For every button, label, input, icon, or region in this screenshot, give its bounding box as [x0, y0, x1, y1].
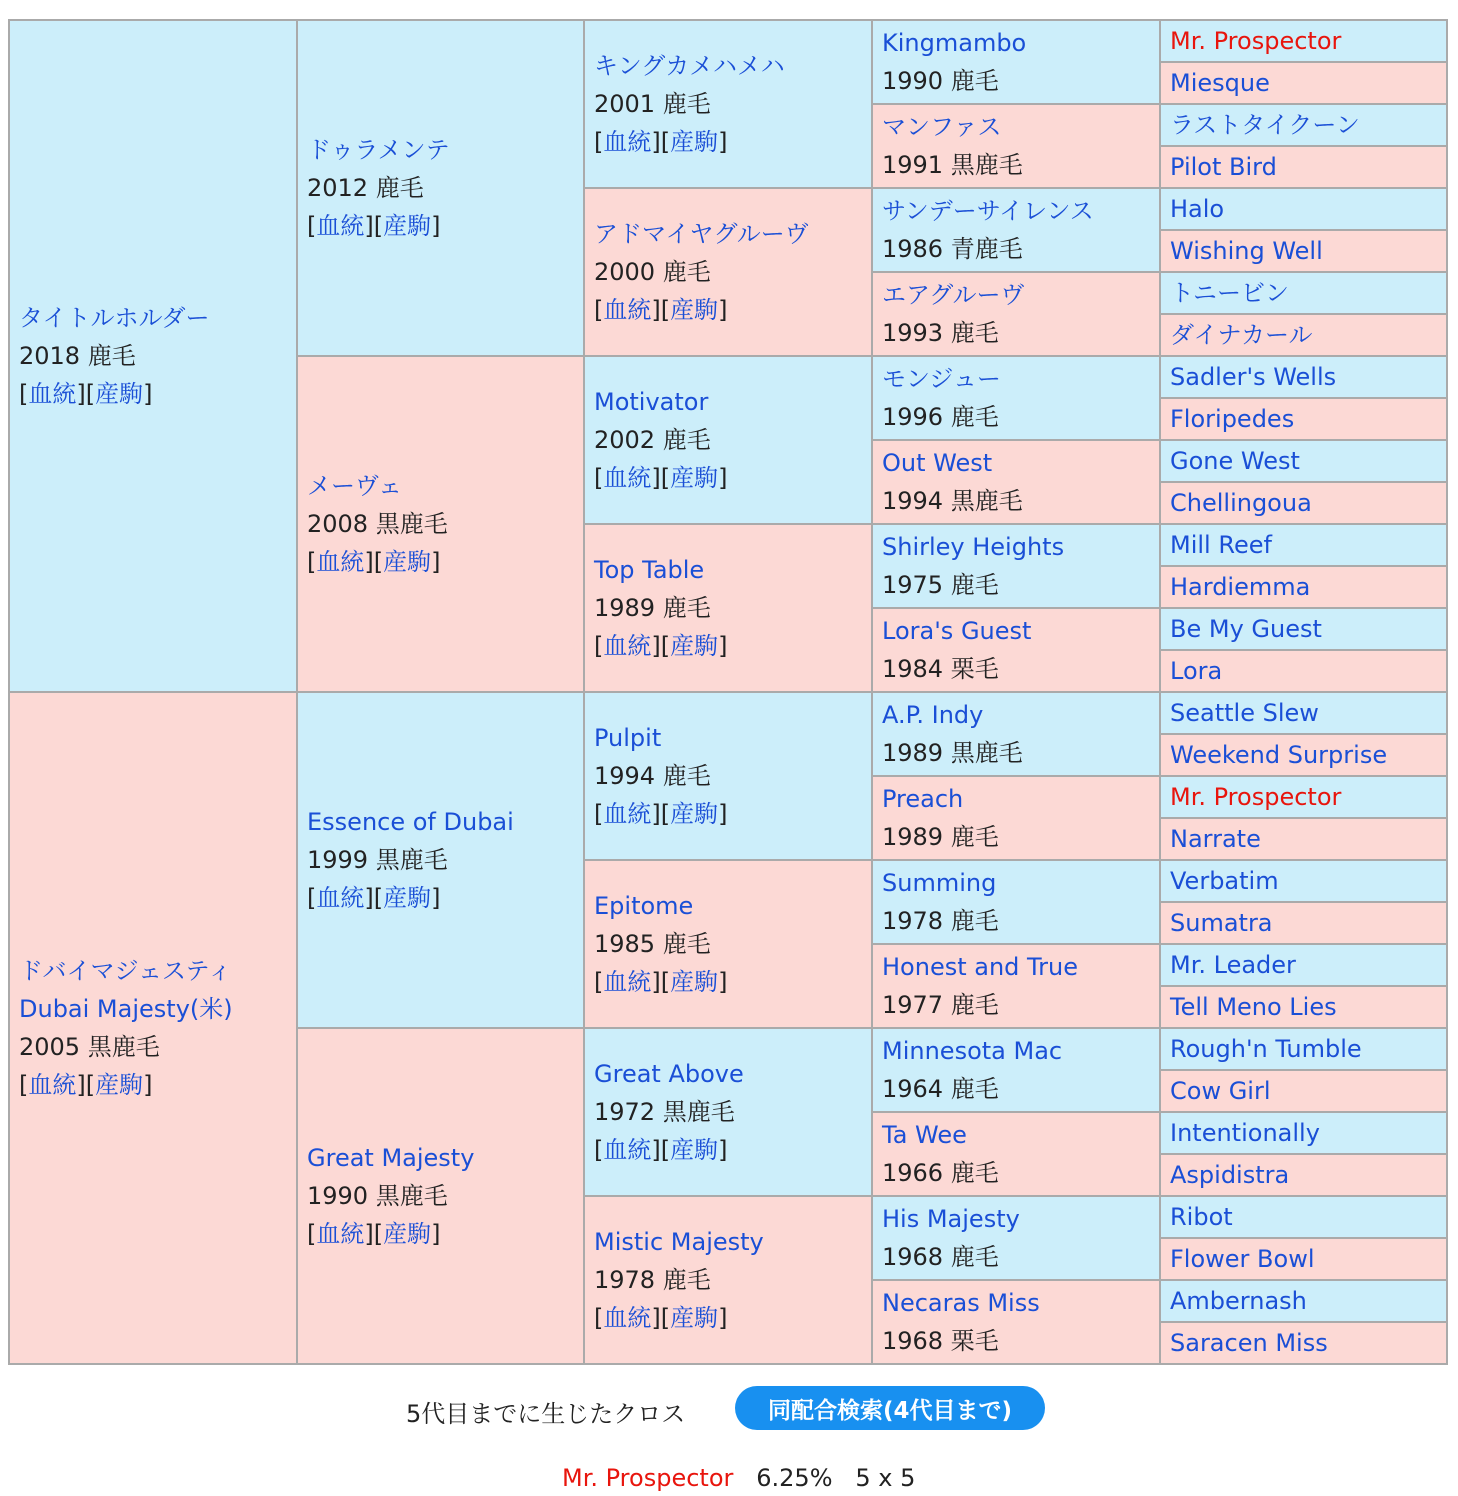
horse-name-link[interactable]: Lora — [1170, 657, 1223, 685]
gen5-ancestor-cell — [1160, 860, 1447, 902]
cross-horse-link[interactable]: Mr. Prospector — [562, 1464, 734, 1492]
horse-name-link[interactable]: A.P. Indy — [882, 701, 984, 729]
horse-name-link[interactable]: Cow Girl — [1170, 1077, 1271, 1105]
gen5-ancestor-cell — [1160, 944, 1447, 986]
horse-birth-coat: 1989 鹿毛 — [882, 823, 999, 851]
horse-name-link[interactable]: Verbatim — [1170, 867, 1279, 895]
horse-name-link[interactable]: Kingmambo — [882, 29, 1027, 57]
offspring-link[interactable]: 産駒 — [670, 128, 719, 156]
horse-name-line — [882, 1200, 1159, 1238]
horse-name-link[interactable]: Shirley Heights — [882, 533, 1065, 561]
gen5-ancestor-cell — [1160, 1154, 1447, 1196]
offspring-link[interactable]: 産駒 — [670, 968, 719, 996]
pedigree-link[interactable]: 血統 — [603, 1136, 652, 1164]
horse-name-line — [594, 1223, 871, 1261]
pedigree-links: [血統][産駒] — [307, 1220, 441, 1248]
horse-name-line — [882, 1284, 1159, 1322]
offspring-link[interactable]: 産駒 — [95, 380, 144, 408]
pedigree-links: [血統][産駒] — [594, 632, 728, 660]
horse-name-line — [882, 108, 1159, 146]
cross-heading: 5代目までに生じたクロス — [406, 1400, 686, 1428]
gen2-ancestor-cell — [297, 692, 584, 1028]
horse-birth-coat: 1964 鹿毛 — [882, 1075, 999, 1103]
gen5-ancestor-cell — [1160, 1322, 1447, 1364]
horse-name-link[interactable]: Hardiemma — [1170, 573, 1311, 601]
horse-name-line — [882, 612, 1159, 650]
cross-ratio: 5 x 5 — [855, 1464, 916, 1492]
horse-name-link[interactable]: Lora's Guest — [882, 617, 1032, 645]
horse-name-link[interactable]: Mr. Prospector — [1170, 783, 1342, 811]
pedigree-link[interactable]: 血統 — [316, 1220, 365, 1248]
horse-name-link[interactable]: Tell Meno Lies — [1170, 993, 1337, 1021]
horse-name-link[interactable]: Weekend Surprise — [1170, 741, 1388, 769]
horse-birth-coat: 1978 鹿毛 — [594, 1266, 711, 1294]
gen5-ancestor-cell — [1160, 986, 1447, 1028]
pedigree-table — [8, 19, 1448, 1365]
offspring-link[interactable]: 産駒 — [383, 1220, 432, 1248]
pedigree-links: [血統][産駒] — [594, 296, 728, 324]
horse-name-link[interactable]: Narrate — [1170, 825, 1261, 853]
horse-name-link[interactable]: Out West — [882, 449, 993, 477]
pedigree-links: [血統][産駒] — [594, 1136, 728, 1164]
gen5-ancestor-cell — [1160, 62, 1447, 104]
gen5-ancestor-cell — [1160, 902, 1447, 944]
horse-birth-coat: 1985 鹿毛 — [594, 930, 711, 958]
gen5-ancestor-cell — [1160, 734, 1447, 776]
horse-name-link[interactable]: Mr. Prospector — [1170, 27, 1342, 55]
horse-name-link[interactable]: Intentionally — [1170, 1119, 1320, 1147]
horse-name-link[interactable]: サンデーサイレンス — [882, 197, 1094, 225]
horse-name-link[interactable]: Preach — [882, 785, 964, 813]
horse-birth-coat: 1989 鹿毛 — [594, 594, 711, 622]
horse-birth-coat: 1986 青鹿毛 — [882, 235, 1023, 263]
horse-birth-coat: 1994 鹿毛 — [594, 762, 711, 790]
horse-name-link[interactable]: Mill Reef — [1170, 531, 1272, 559]
horse-alt-name-link[interactable]: Dubai Majesty(米) — [19, 995, 233, 1023]
pedigree-links: [血統][産駒] — [594, 968, 728, 996]
horse-name-link[interactable]: Pulpit — [594, 724, 662, 752]
gen2-ancestor-cell — [297, 1028, 584, 1364]
horse-name-link[interactable]: Great Majesty — [307, 1144, 475, 1172]
gen2-ancestor-cell — [297, 356, 584, 692]
horse-name-link[interactable]: ドゥラメンテ — [307, 136, 450, 164]
gen5-ancestor-cell — [1160, 692, 1447, 734]
horse-name-line — [19, 299, 296, 337]
horse-name-link[interactable]: Aspidistra — [1170, 1161, 1290, 1189]
horse-birth-coat: 2008 黒鹿毛 — [307, 510, 448, 538]
pedigree-link[interactable]: 血統 — [316, 212, 365, 240]
gen2-ancestor-cell — [297, 20, 584, 356]
horse-name-line — [882, 24, 1159, 62]
horse-alt-name-line — [19, 990, 296, 1028]
horse-name-link[interactable]: Wishing Well — [1170, 237, 1323, 265]
horse-birth-coat: 1978 鹿毛 — [882, 907, 999, 935]
pedigree-links: [血統][産駒] — [594, 800, 728, 828]
gen3-ancestor-cell — [584, 356, 872, 524]
horse-name-line — [307, 131, 583, 169]
gen4-ancestor-cell — [872, 608, 1160, 692]
horse-name-link[interactable]: Top Table — [594, 556, 705, 584]
gen5-ancestor-cell — [1160, 1280, 1447, 1322]
cross-percent: 6.25% — [756, 1464, 833, 1492]
horse-name-line — [882, 864, 1159, 902]
horse-name-link[interactable]: Motivator — [594, 388, 709, 416]
horse-name-line — [882, 1116, 1159, 1154]
gen1-ancestor-cell — [9, 692, 297, 1364]
gen3-ancestor-cell — [584, 188, 872, 356]
pedigree-links: [血統][産駒] — [19, 380, 153, 408]
offspring-link[interactable]: 産駒 — [383, 212, 432, 240]
gen5-ancestor-cell — [1160, 566, 1447, 608]
gen5-ancestor-cell — [1160, 188, 1447, 230]
gen3-ancestor-cell — [584, 1196, 872, 1364]
gen4-ancestor-cell — [872, 1028, 1160, 1112]
horse-name-line — [882, 360, 1159, 398]
horse-name-line — [882, 1032, 1159, 1070]
gen5-ancestor-cell — [1160, 650, 1447, 692]
gen5-ancestor-cell — [1160, 776, 1447, 818]
horse-name-line — [307, 1139, 583, 1177]
horse-name-link[interactable]: Mistic Majesty — [594, 1228, 764, 1256]
horse-name-line — [882, 276, 1159, 314]
offspring-link[interactable]: 産駒 — [670, 632, 719, 660]
gen5-ancestor-cell — [1160, 314, 1447, 356]
offspring-link[interactable]: 産駒 — [670, 464, 719, 492]
horse-name-line — [307, 803, 583, 841]
pedigree-link[interactable]: 血統 — [316, 548, 365, 576]
pedigree-links: [血統][産駒] — [307, 212, 441, 240]
gen3-ancestor-cell — [584, 860, 872, 1028]
gen5-ancestor-cell — [1160, 230, 1447, 272]
horse-birth-coat: 1968 栗毛 — [882, 1327, 999, 1355]
horse-name-line — [882, 948, 1159, 986]
pedigree-link[interactable]: 血統 — [603, 1304, 652, 1332]
pedigree-link[interactable]: 血統 — [603, 464, 652, 492]
gen1-ancestor-cell — [9, 20, 297, 692]
cross-row — [562, 1464, 915, 1492]
horse-birth-coat: 2000 鹿毛 — [594, 258, 711, 286]
pedigree-link[interactable]: 血統 — [316, 884, 365, 912]
gen4-ancestor-cell — [872, 1280, 1160, 1364]
horse-name-link[interactable]: Minnesota Mac — [882, 1037, 1063, 1065]
horse-birth-coat: 1993 鹿毛 — [882, 319, 999, 347]
offspring-link[interactable]: 産駒 — [670, 1136, 719, 1164]
horse-name-link[interactable]: エアグルーヴ — [882, 281, 1025, 309]
pedigree-link[interactable]: 血統 — [603, 128, 652, 156]
gen4-ancestor-cell — [872, 776, 1160, 860]
horse-birth-coat: 1972 黒鹿毛 — [594, 1098, 735, 1126]
horse-name-link[interactable]: Floripedes — [1170, 405, 1295, 433]
gen5-ancestor-cell — [1160, 398, 1447, 440]
horse-birth-coat: 1994 黒鹿毛 — [882, 487, 1023, 515]
pedigree-link[interactable]: 血統 — [603, 632, 652, 660]
horse-birth-coat: 1975 鹿毛 — [882, 571, 999, 599]
gen5-ancestor-cell — [1160, 272, 1447, 314]
horse-birth-coat: 1968 鹿毛 — [882, 1243, 999, 1271]
pedigree-links: [血統][産駒] — [307, 548, 441, 576]
same-mating-search-button[interactable]: 同配合検索(4代目まで) — [735, 1386, 1045, 1430]
gen4-ancestor-cell — [872, 1112, 1160, 1196]
horse-name-link[interactable]: Be My Guest — [1170, 615, 1322, 643]
horse-name-link[interactable]: キングカメハメハ — [594, 52, 785, 80]
horse-name-line — [594, 383, 871, 421]
horse-name-link[interactable]: Sumatra — [1170, 909, 1273, 937]
gen4-ancestor-cell — [872, 860, 1160, 944]
horse-birth-coat: 2005 黒鹿毛 — [19, 1033, 160, 1061]
horse-name-link[interactable]: Essence of Dubai — [307, 808, 514, 836]
horse-name-line — [594, 215, 871, 253]
pedigree-links: [血統][産駒] — [594, 1304, 728, 1332]
horse-name-line — [594, 1055, 871, 1093]
gen4-ancestor-cell — [872, 440, 1160, 524]
gen5-ancestor-cell — [1160, 1070, 1447, 1112]
horse-name-line — [594, 719, 871, 757]
pedigree-link[interactable]: 血統 — [603, 800, 652, 828]
horse-name-link[interactable]: Flower Bowl — [1170, 1245, 1315, 1273]
gen4-ancestor-cell — [872, 356, 1160, 440]
gen5-ancestor-cell — [1160, 440, 1447, 482]
pedigree-links: [血統][産駒] — [307, 884, 441, 912]
gen5-ancestor-cell — [1160, 818, 1447, 860]
horse-name-link[interactable]: Ambernash — [1170, 1287, 1307, 1315]
horse-name-link[interactable]: モンジュー — [882, 365, 1001, 393]
gen4-ancestor-cell — [872, 524, 1160, 608]
horse-name-link[interactable]: マンファス — [882, 113, 1002, 141]
pedigree-links: [血統][産駒] — [19, 1071, 153, 1099]
horse-name-link[interactable]: Ta Wee — [882, 1121, 967, 1149]
pedigree-link[interactable]: 血統 — [603, 296, 652, 324]
offspring-link[interactable]: 産駒 — [95, 1071, 144, 1099]
pedigree-link[interactable]: 血統 — [603, 968, 652, 996]
horse-birth-coat: 1996 鹿毛 — [882, 403, 999, 431]
horse-name-link[interactable]: アドマイヤグルーヴ — [594, 220, 809, 248]
horse-birth-coat: 1991 黒鹿毛 — [882, 151, 1023, 179]
gen4-ancestor-cell — [872, 692, 1160, 776]
horse-name-link[interactable]: トニービン — [1170, 279, 1290, 307]
horse-birth-coat: 1990 鹿毛 — [882, 67, 999, 95]
horse-birth-coat: 2001 鹿毛 — [594, 90, 711, 118]
horse-name-link[interactable]: ドバイマジェスティ — [19, 957, 232, 985]
offspring-link[interactable]: 産駒 — [670, 1304, 719, 1332]
horse-name-link[interactable]: Halo — [1170, 195, 1225, 223]
offspring-link[interactable]: 産駒 — [670, 800, 719, 828]
gen3-ancestor-cell — [584, 1028, 872, 1196]
gen5-ancestor-cell — [1160, 608, 1447, 650]
pedigree-row — [9, 20, 1447, 62]
horse-birth-coat: 1966 鹿毛 — [882, 1159, 999, 1187]
horse-name-link[interactable]: Sadler's Wells — [1170, 363, 1337, 391]
gen3-ancestor-cell — [584, 20, 872, 188]
horse-name-link[interactable]: Saracen Miss — [1170, 1329, 1328, 1357]
pedigree-link[interactable]: 血統 — [28, 1071, 77, 1099]
gen5-ancestor-cell — [1160, 1112, 1447, 1154]
gen3-ancestor-cell — [584, 692, 872, 860]
gen5-ancestor-cell — [1160, 20, 1447, 62]
offspring-link[interactable]: 産駒 — [383, 548, 432, 576]
horse-name-link[interactable]: メーヴェ — [307, 472, 403, 500]
pedigree-row — [9, 692, 1447, 734]
horse-name-line — [882, 444, 1159, 482]
gen5-ancestor-cell — [1160, 1196, 1447, 1238]
horse-name-line — [882, 528, 1159, 566]
horse-birth-coat: 1984 栗毛 — [882, 655, 999, 683]
gen5-ancestor-cell — [1160, 146, 1447, 188]
horse-name-link[interactable]: Gone West — [1170, 447, 1300, 475]
horse-birth-coat: 1999 黒鹿毛 — [307, 846, 448, 874]
horse-birth-coat: 2002 鹿毛 — [594, 426, 711, 454]
horse-name-line — [594, 887, 871, 925]
horse-birth-coat: 1977 鹿毛 — [882, 991, 999, 1019]
horse-name-link[interactable]: Necaras Miss — [882, 1289, 1040, 1317]
horse-birth-coat: 2012 鹿毛 — [307, 174, 424, 202]
horse-name-link[interactable]: Seattle Slew — [1170, 699, 1319, 727]
pedigree-link[interactable]: 血統 — [28, 380, 77, 408]
horse-name-link[interactable]: Mr. Leader — [1170, 951, 1296, 979]
horse-name-link[interactable]: Chellingoua — [1170, 489, 1312, 517]
gen4-ancestor-cell — [872, 188, 1160, 272]
offspring-link[interactable]: 産駒 — [670, 296, 719, 324]
horse-name-link[interactable]: Epitome — [594, 892, 694, 920]
gen4-ancestor-cell — [872, 944, 1160, 1028]
pedigree-links: [血統][産駒] — [594, 128, 728, 156]
gen4-ancestor-cell — [872, 20, 1160, 104]
horse-name-link[interactable]: His Majesty — [882, 1205, 1020, 1233]
pedigree-links: [血統][産駒] — [594, 464, 728, 492]
gen4-ancestor-cell — [872, 272, 1160, 356]
gen5-ancestor-cell — [1160, 1238, 1447, 1280]
horse-name-line — [19, 952, 296, 990]
horse-name-link[interactable]: タイトルホルダー — [19, 304, 210, 332]
horse-name-link[interactable]: Miesque — [1170, 69, 1270, 97]
horse-name-link[interactable]: ダイナカール — [1170, 321, 1313, 349]
horse-name-line — [882, 696, 1159, 734]
gen3-ancestor-cell — [584, 524, 872, 692]
horse-name-line — [594, 47, 871, 85]
horse-birth-coat: 1989 黒鹿毛 — [882, 739, 1023, 767]
horse-name-link[interactable]: Ribot — [1170, 1203, 1233, 1231]
horse-name-link[interactable]: Rough'n Tumble — [1170, 1035, 1362, 1063]
horse-name-line — [594, 551, 871, 589]
horse-name-line — [882, 192, 1159, 230]
gen5-ancestor-cell — [1160, 1028, 1447, 1070]
horse-birth-coat: 1990 黒鹿毛 — [307, 1182, 448, 1210]
horse-name-link[interactable]: ラストタイクーン — [1170, 111, 1360, 139]
horse-name-line — [882, 780, 1159, 818]
horse-birth-coat: 2018 鹿毛 — [19, 342, 136, 370]
horse-name-link[interactable]: Summing — [882, 869, 997, 897]
gen4-ancestor-cell — [872, 1196, 1160, 1280]
offspring-link[interactable]: 産駒 — [383, 884, 432, 912]
gen5-ancestor-cell — [1160, 524, 1447, 566]
horse-name-link[interactable]: Great Above — [594, 1060, 744, 1088]
gen5-ancestor-cell — [1160, 104, 1447, 146]
gen5-ancestor-cell — [1160, 356, 1447, 398]
gen5-ancestor-cell — [1160, 482, 1447, 524]
horse-name-link[interactable]: Pilot Bird — [1170, 153, 1277, 181]
gen4-ancestor-cell — [872, 104, 1160, 188]
horse-name-line — [307, 467, 583, 505]
horse-name-link[interactable]: Honest and True — [882, 953, 1079, 981]
